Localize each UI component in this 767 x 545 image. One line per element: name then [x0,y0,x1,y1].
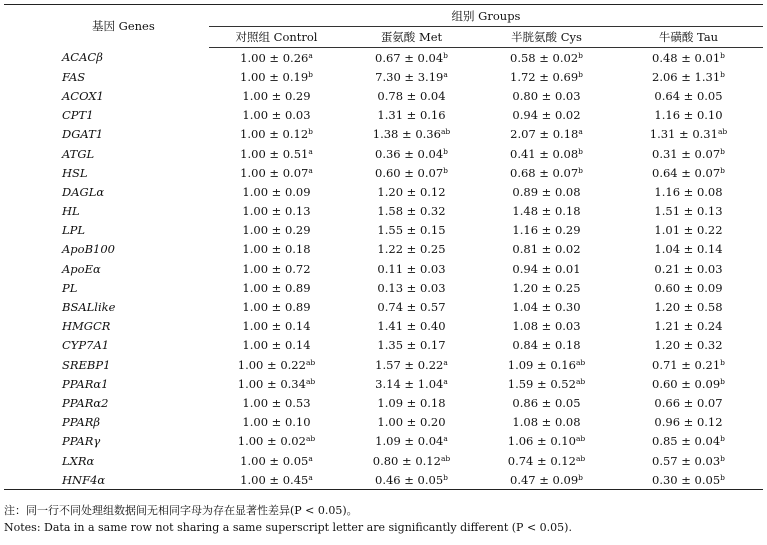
value-cell [479,106,614,125]
value-cell [614,278,763,297]
value-cell [614,432,763,451]
mean-sd-value: 1.51 ± 0.13 [654,204,723,219]
gene-name-cell: ATGL [62,146,95,161]
groups-header: 组别 Groups [209,5,763,27]
significance-letter: b [578,146,583,156]
mean-sd-value: 0.94 ± 0.02 [512,108,581,123]
mean-sd-value: 0.64 ± 0.05 [654,88,723,103]
mean-sd-value: 0.60 ± 0.09 [654,280,723,295]
gene-name-cell: DAGLα [62,184,105,199]
gene-name-cell: HMGCR [62,319,111,334]
gene-name-cell: HL [62,204,80,219]
mean-sd-value: 1.09 ± 0.18 [377,395,446,410]
mean-sd-value: 1.00 ± 0.22 [237,357,306,372]
value-cell [344,144,479,163]
mean-sd-value: 1.00 ± 0.02 [237,434,306,449]
mean-sd-value: 0.66 ± 0.07 [654,395,723,410]
value-cell [209,451,344,470]
mean-sd-value: 0.67 ± 0.04 [375,50,444,65]
table-row [4,86,763,105]
significance-letter: a [443,69,448,79]
value-cell [209,297,344,316]
gene-name-cell: LPL [62,223,86,238]
value-cell [479,48,614,68]
table-row [4,432,763,451]
mean-sd-value: 1.00 ± 0.34 [237,376,306,391]
mean-sd-value: 1.04 ± 0.30 [512,300,581,315]
significance-letter: b [720,50,725,60]
gene-expression-table [4,4,763,490]
mean-sd-value: 1.20 ± 0.32 [654,338,723,353]
value-cell [209,106,344,125]
gene-name-cell: PPARβ [62,415,101,430]
mean-sd-value: 0.84 ± 0.18 [512,338,581,353]
significance-letter: a [308,453,313,463]
mean-sd-value: 7.30 ± 3.19 [375,69,444,84]
mean-sd-value: 1.16 ± 0.29 [512,223,581,238]
value-cell [209,240,344,259]
significance-letter: ab [440,127,451,137]
value-cell [479,336,614,355]
value-cell [209,182,344,201]
value-cell [344,182,479,201]
value-cell [479,144,614,163]
table-row [4,182,763,201]
value-cell [344,355,479,374]
table-row [4,393,763,412]
value-cell [614,67,763,86]
value-cell [614,163,763,182]
significance-letter: a [578,127,583,137]
value-cell [614,374,763,393]
table-row [4,144,763,163]
gene-name-cell: HSL [62,165,88,180]
value-cell [344,470,479,490]
mean-sd-value: 0.64 ± 0.07 [652,165,721,180]
value-cell [614,144,763,163]
mean-sd-value: 1.00 ± 0.53 [242,395,311,410]
value-cell [614,393,763,412]
gene-name-cell: PL [62,280,78,295]
value-cell [479,182,614,201]
mean-sd-value: 0.58 ± 0.02 [510,50,579,65]
table-row [4,355,763,374]
mean-sd-value: 1.09 ± 0.16 [507,357,576,372]
significance-letter: b [443,50,448,60]
gene-name-cell: DGAT1 [62,127,104,142]
mean-sd-value: 0.57 ± 0.03 [652,453,721,468]
value-cell [614,221,763,240]
value-cell [614,470,763,490]
table-row [4,106,763,125]
value-cell [479,432,614,451]
value-cell [614,355,763,374]
value-cell [209,278,344,297]
value-cell [614,317,763,336]
significance-letter: b [443,472,448,482]
value-cell [209,86,344,105]
value-cell [344,336,479,355]
mean-sd-value: 1.04 ± 0.14 [654,242,723,257]
mean-sd-value: 1.22 ± 0.25 [377,242,446,257]
mean-sd-value: 0.60 ± 0.09 [652,376,721,391]
mean-sd-value: 1.16 ± 0.10 [654,108,723,123]
significance-letter: ab [717,127,728,137]
value-cell [209,48,344,68]
mean-sd-value: 1.38 ± 0.36 [372,127,441,142]
significance-letter: b [720,69,725,79]
mean-sd-value: 1.00 ± 0.19 [240,69,309,84]
significance-letter: b [720,165,725,175]
mean-sd-value: 1.31 ± 0.16 [377,108,446,123]
mean-sd-value: 0.21 ± 0.03 [654,261,723,276]
value-cell [209,221,344,240]
significance-letter: b [308,69,313,79]
gene-name-cell: ACACβ [62,50,103,65]
value-cell [344,278,479,297]
value-cell [209,413,344,432]
value-cell [344,221,479,240]
value-cell [614,125,763,144]
significance-letter: ab [305,357,316,367]
value-cell [209,259,344,278]
mean-sd-value: 1.20 ± 0.25 [512,280,581,295]
value-cell [614,451,763,470]
value-cell [479,221,614,240]
mean-sd-value: 1.00 ± 0.72 [242,261,311,276]
gene-column-header: 基因 Genes [4,5,209,48]
mean-sd-value: 0.96 ± 0.12 [654,415,723,430]
mean-sd-value: 1.57 ± 0.22 [375,357,444,372]
note-english: Notes: Data in a same row not sharing a same superscript letter are significantly different (P < 0.05). [4,521,572,534]
mean-sd-value: 0.13 ± 0.03 [377,280,446,295]
significance-letter: b [578,165,583,175]
mean-sd-value: 1.01 ± 0.22 [654,223,723,238]
mean-sd-value: 0.81 ± 0.02 [512,242,581,257]
note-chinese: 注：同一行不同处理组数据间无相同字母为存在显著性差异(P < 0.05)。 [4,504,358,517]
value-cell [614,182,763,201]
significance-letter: a [308,165,313,175]
mean-sd-value: 3.14 ± 1.04 [375,376,444,391]
table-row [4,48,763,68]
gene-name-cell: SREBP1 [62,357,111,372]
value-cell [614,48,763,68]
significance-letter: b [308,127,313,137]
mean-sd-value: 1.00 ± 0.14 [242,319,311,334]
mean-sd-value: 0.80 ± 0.12 [372,453,441,468]
mean-sd-value: 0.85 ± 0.04 [652,434,721,449]
significance-letter: a [443,434,448,444]
value-cell [614,413,763,432]
table-row [4,259,763,278]
value-cell [209,336,344,355]
value-cell [209,144,344,163]
table-row [4,163,763,182]
value-cell [614,202,763,221]
gene-name-cell: HNF4α [4,470,209,490]
mean-sd-value: 1.06 ± 0.10 [507,434,576,449]
mean-sd-value: 0.86 ± 0.05 [512,395,581,410]
mean-sd-value: 1.20 ± 0.12 [377,184,446,199]
mean-sd-value: 0.30 ± 0.05 [652,472,721,487]
column-header-tau: 牛磺酸 Tau [614,27,763,48]
mean-sd-value: 1.00 ± 0.10 [242,415,311,430]
mean-sd-value: 1.00 ± 0.03 [242,108,311,123]
mean-sd-value: 0.74 ± 0.12 [507,453,576,468]
mean-sd-value: 1.00 ± 0.05 [240,453,309,468]
value-cell [344,317,479,336]
significance-letter: a [443,357,448,367]
table-body [4,48,763,490]
mean-sd-value: 1.35 ± 0.17 [377,338,446,353]
table-row [4,202,763,221]
table-row [4,67,763,86]
value-cell [479,355,614,374]
table-row [4,240,763,259]
gene-name-cell: PPARα1 [62,376,109,391]
value-cell [344,67,479,86]
mean-sd-value: 0.89 ± 0.08 [512,184,581,199]
significance-letter: b [578,472,583,482]
mean-sd-value: 0.68 ± 0.07 [510,165,579,180]
table-row [4,297,763,316]
value-cell [344,125,479,144]
gene-name-cell: LXRα [62,453,95,468]
mean-sd-value: 0.71 ± 0.21 [652,357,721,372]
column-header-cys: 半胱氨酸 Cys [479,27,614,48]
value-cell [209,374,344,393]
value-cell [614,336,763,355]
mean-sd-value: 0.47 ± 0.09 [510,472,579,487]
mean-sd-value: 0.31 ± 0.07 [652,146,721,161]
value-cell [344,259,479,278]
significance-letter: ab [575,376,586,386]
value-cell [479,125,614,144]
significance-letter: b [578,50,583,60]
table-row [4,125,763,144]
value-cell [209,470,344,490]
value-cell [614,240,763,259]
significance-letter: b [720,434,725,444]
mean-sd-value: 0.11 ± 0.03 [377,261,446,276]
mean-sd-value: 1.00 ± 0.12 [240,127,309,142]
mean-sd-value: 1.00 ± 0.51 [240,146,309,161]
value-cell [344,163,479,182]
mean-sd-value: 0.46 ± 0.05 [375,472,444,487]
mean-sd-value: 1.55 ± 0.15 [377,223,446,238]
value-cell [344,393,479,412]
mean-sd-value: 0.48 ± 0.01 [652,50,721,65]
gene-name-cell: PPARγ [62,434,101,449]
value-cell [344,297,479,316]
significance-letter: a [308,146,313,156]
value-cell [614,297,763,316]
mean-sd-value: 1.08 ± 0.03 [512,319,581,334]
mean-sd-value: 0.74 ± 0.57 [377,300,446,315]
mean-sd-value: 1.00 ± 0.89 [242,280,311,295]
value-cell [479,297,614,316]
mean-sd-value: 1.20 ± 0.58 [654,300,723,315]
mean-sd-value: 1.00 ± 0.26 [240,50,309,65]
mean-sd-value: 1.09 ± 0.04 [375,434,444,449]
mean-sd-value: 1.00 ± 0.29 [242,223,311,238]
value-cell [344,413,479,432]
significance-letter: ab [305,376,316,386]
significance-letter: ab [305,434,316,444]
mean-sd-value: 1.00 ± 0.14 [242,338,311,353]
mean-sd-value: 1.00 ± 0.18 [242,242,311,257]
table-row [4,278,763,297]
mean-sd-value: 0.41 ± 0.08 [510,146,579,161]
table-row [4,470,763,490]
significance-letter: b [443,165,448,175]
column-header-control: 对照组 Control [209,27,344,48]
value-cell [479,470,614,490]
table-row [4,221,763,240]
mean-sd-value: 1.48 ± 0.18 [512,204,581,219]
table-row [4,413,763,432]
value-cell [479,163,614,182]
significance-letter: ab [440,453,451,463]
mean-sd-value: 0.36 ± 0.04 [375,146,444,161]
significance-letter: a [308,472,313,482]
value-cell [344,86,479,105]
value-cell [209,202,344,221]
significance-letter: ab [575,357,586,367]
mean-sd-value: 0.80 ± 0.03 [512,88,581,103]
value-cell [209,432,344,451]
significance-letter: a [308,50,313,60]
value-cell [344,240,479,259]
gene-name-cell: ApoB100 [62,242,115,257]
value-cell [344,451,479,470]
significance-letter: b [720,453,725,463]
gene-name-cell: BSALlike [62,300,116,315]
table-row [4,451,763,470]
value-cell [344,202,479,221]
value-cell [614,86,763,105]
significance-letter: b [443,146,448,156]
value-cell [479,413,614,432]
value-cell [479,393,614,412]
mean-sd-value: 1.16 ± 0.08 [654,184,723,199]
significance-letter: b [578,69,583,79]
mean-sd-value: 1.00 ± 0.89 [242,300,311,315]
significance-letter: ab [575,453,586,463]
mean-sd-value: 2.07 ± 0.18 [510,127,579,142]
gene-name-cell: CYP7A1 [62,338,110,353]
column-header-met: 蛋氨酸 Met [344,27,479,48]
table-row [4,317,763,336]
mean-sd-value: 1.00 ± 0.13 [242,204,311,219]
value-cell [614,106,763,125]
value-cell [479,259,614,278]
table-row [4,374,763,393]
mean-sd-value: 0.78 ± 0.04 [377,88,446,103]
value-cell [209,125,344,144]
value-cell [209,355,344,374]
significance-letter: b [720,472,725,482]
significance-letter: a [443,376,448,386]
value-cell [479,374,614,393]
mean-sd-value: 2.06 ± 1.31 [652,69,721,84]
mean-sd-value: 1.00 ± 0.20 [377,415,446,430]
mean-sd-value: 1.00 ± 0.07 [240,165,309,180]
value-cell [344,432,479,451]
value-cell [479,278,614,297]
value-cell [479,202,614,221]
value-cell [479,67,614,86]
significance-letter: b [720,376,725,386]
gene-name-cell: FAS [62,69,86,84]
gene-name-cell: PPARα2 [62,395,109,410]
mean-sd-value: 1.00 ± 0.29 [242,88,311,103]
mean-sd-value: 1.41 ± 0.40 [377,319,446,334]
value-cell [344,374,479,393]
mean-sd-value: 1.31 ± 0.31 [649,127,718,142]
value-cell [209,393,344,412]
mean-sd-value: 1.21 ± 0.24 [654,319,723,334]
mean-sd-value: 0.94 ± 0.01 [512,261,581,276]
value-cell [614,259,763,278]
gene-name-cell: ApoEα [62,261,101,276]
value-cell [209,163,344,182]
mean-sd-value: 1.59 ± 0.52 [507,376,576,391]
value-cell [344,106,479,125]
value-cell [344,48,479,68]
table-row [4,336,763,355]
mean-sd-value: 0.60 ± 0.07 [375,165,444,180]
value-cell [479,451,614,470]
value-cell [209,317,344,336]
significance-letter: b [720,357,725,367]
mean-sd-value: 1.00 ± 0.45 [240,472,309,487]
mean-sd-value: 1.08 ± 0.08 [512,415,581,430]
value-cell [479,240,614,259]
value-cell [479,317,614,336]
gene-name-cell: CPT1 [62,108,94,123]
gene-name-cell: ACOX1 [62,88,104,103]
value-cell [209,67,344,86]
value-cell [479,86,614,105]
significance-letter: ab [575,434,586,444]
mean-sd-value: 1.58 ± 0.32 [377,204,446,219]
significance-letter: b [720,146,725,156]
mean-sd-value: 1.00 ± 0.09 [242,184,311,199]
mean-sd-value: 1.72 ± 0.69 [510,69,579,84]
